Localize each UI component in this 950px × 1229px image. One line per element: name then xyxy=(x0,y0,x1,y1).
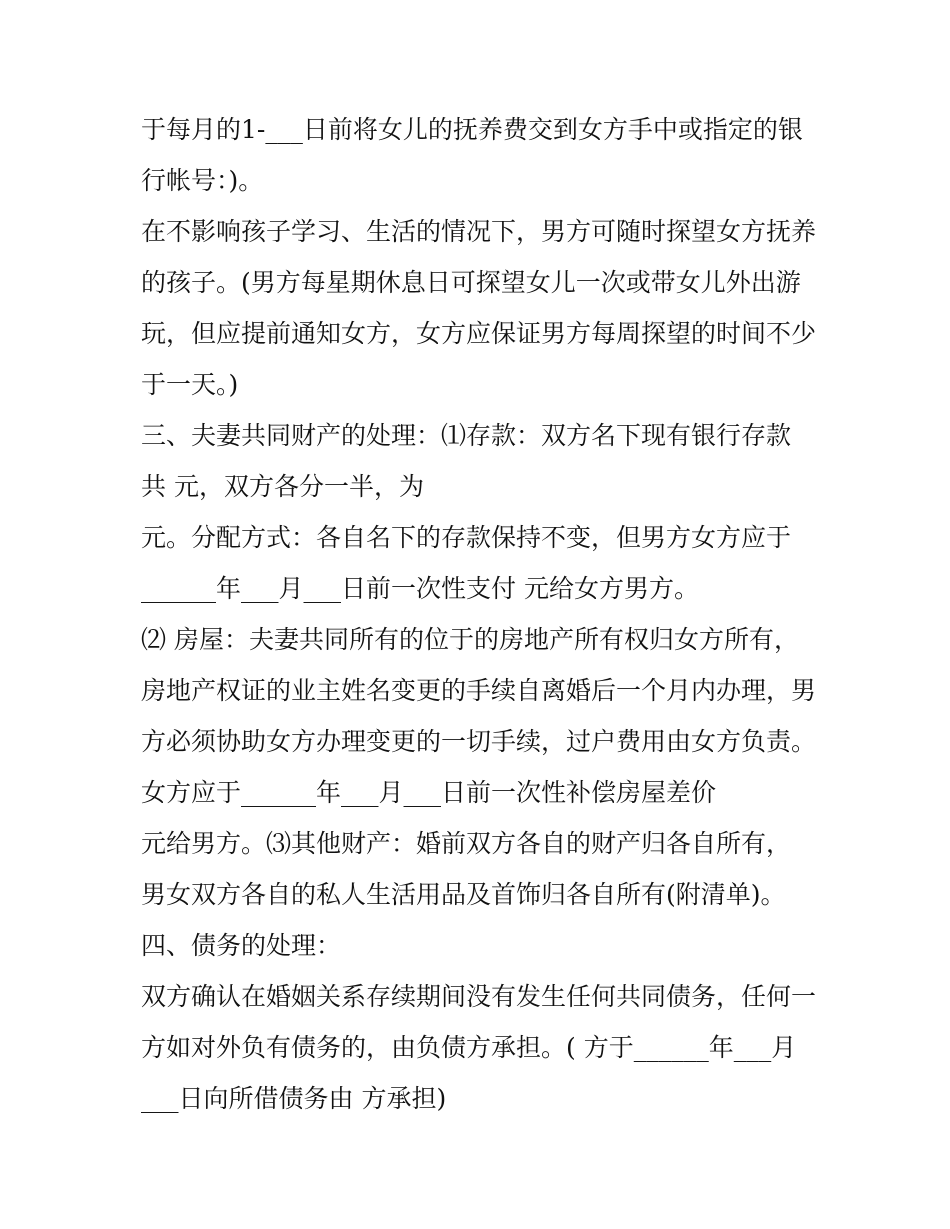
text-line: 男女双方各自的私人生活用品及首饰归各自所有(附清单)。 xyxy=(141,880,786,909)
text-line: 在不影响孩子学习、生活的情况下，男方可随时探望女方抚养 xyxy=(141,217,817,246)
text-line: 双方确认在婚姻关系存续期间没有发生任何共同债务，任何一 xyxy=(141,982,817,1011)
text-line: ______年___月___日前一次性支付 元给女方男方。 xyxy=(141,574,699,603)
text-line: 方必须协助女方办理变更的一切手续，过户费用由女方负责。 xyxy=(141,727,817,756)
text-line: 于每月的1-___日前将女儿的抚养费交到女方手中或指定的银 xyxy=(141,115,803,144)
text-line: ___日向所借债务由 方承担) xyxy=(141,1084,447,1113)
text-line: 方如对外负有债务的，由负债方承担。( 方于______年___月 xyxy=(141,1033,797,1062)
text-line: 行帐号：)。 xyxy=(141,166,264,195)
text-line: ⑵ 房屋：夫妻共同所有的位于的房地产所有权归女方所有， xyxy=(141,625,799,654)
text-line: 玩，但应提前通知女方，女方应保证男方每周探望的时间不少 xyxy=(141,319,817,348)
text-line: 共 元，双方各分一半，为 xyxy=(141,472,424,501)
section-heading-property: 三、夫妻共同财产的处理：⑴存款：双方名下现有银行存款 xyxy=(141,421,792,450)
text-line: 元。分配方式：各自名下的存款保持不变，但男方女方应于 xyxy=(141,523,792,552)
text-line: 女方应于______年___月___日前一次性补偿房屋差价 xyxy=(141,778,717,807)
section-heading-debts: 四、债务的处理： xyxy=(141,931,342,960)
text-line: 于一天。) xyxy=(141,370,239,399)
text-line: 房地产权证的业主姓名变更的手续自离婚后一个月内办理，男 xyxy=(141,676,817,705)
text-line: 的孩子。(男方每星期休息日可探望女儿一次或带女儿外出游 xyxy=(141,268,801,297)
text-line: 元给男方。⑶其他财产：婚前双方各自的财产归各自所有， xyxy=(141,829,792,858)
